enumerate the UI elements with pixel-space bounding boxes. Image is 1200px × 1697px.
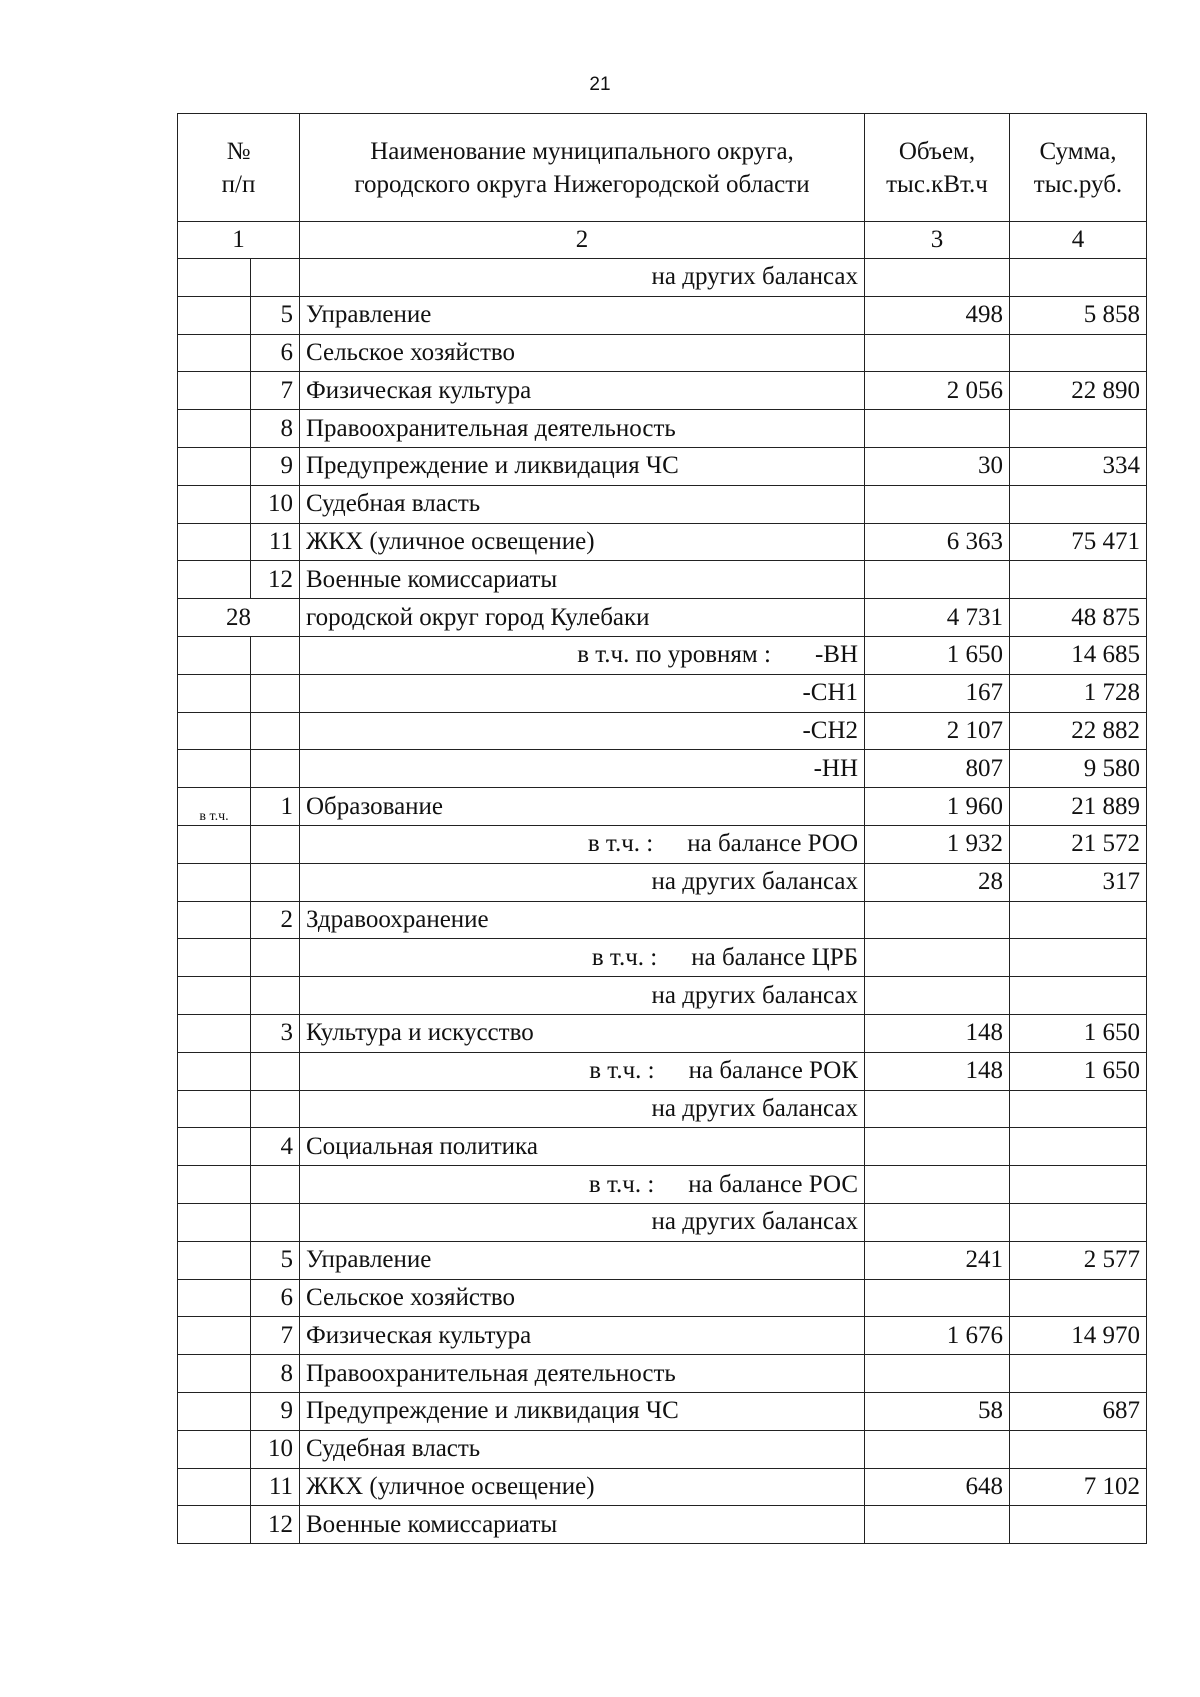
item-number: 12 — [251, 561, 300, 599]
header-sum-line2: тыс.руб. — [1033, 170, 1123, 198]
table-row — [178, 939, 1147, 977]
balance-label: на других балансах — [300, 1203, 865, 1241]
volume-value: 30 — [865, 447, 1010, 485]
including-prefix: в т.ч. : — [591, 943, 658, 971]
level-label: -СН1 — [300, 674, 865, 712]
item-number: 1 — [251, 788, 300, 826]
sum-value: 1 728 — [1010, 674, 1147, 712]
district-number: 28 — [178, 599, 300, 637]
volume-value: 167 — [865, 674, 1010, 712]
balance-label: на других балансах — [300, 863, 865, 901]
table-row — [178, 901, 1147, 939]
balance-label: на балансе РОО — [687, 830, 858, 858]
sum-value: 2 577 — [1010, 1241, 1147, 1279]
sum-value: 7 102 — [1010, 1468, 1147, 1506]
including-prefix: в т.ч. : — [588, 1170, 655, 1198]
column-number-4: 4 — [1010, 222, 1147, 259]
table-row — [178, 1014, 1147, 1052]
balance-label: на других балансах — [300, 259, 865, 297]
header-name-cell — [300, 114, 865, 222]
volume-value: 648 — [865, 1468, 1010, 1506]
item-name: Сельское хозяйство — [300, 334, 865, 372]
table-row — [178, 334, 1147, 372]
including-prefix: в т.ч. : — [589, 1057, 655, 1085]
volume-value: 1 932 — [865, 825, 1010, 863]
item-number: 3 — [251, 1014, 300, 1052]
sum-value: 334 — [1010, 447, 1147, 485]
header-volume-line2: тыс.кВт.ч — [886, 170, 988, 198]
table-row — [178, 296, 1147, 334]
sum-value: 317 — [1010, 863, 1147, 901]
item-number: 4 — [251, 1128, 300, 1166]
table-row — [178, 447, 1147, 485]
header-number-cell — [178, 114, 300, 222]
header-name-line1: Наименование муниципального округа, — [370, 137, 794, 165]
page-number: 21 — [589, 74, 611, 95]
item-name: Предупреждение и ликвидация ЧС — [300, 447, 865, 485]
volume-value: 2 107 — [865, 712, 1010, 750]
level-label: -СН2 — [300, 712, 865, 750]
item-name: Управление — [300, 296, 865, 334]
item-number: 11 — [251, 523, 300, 561]
item-name: Социальная политика — [300, 1128, 865, 1166]
table-row — [178, 788, 1147, 826]
table-row — [178, 1166, 1147, 1204]
item-name: ЖКХ (уличное освещение) — [300, 1468, 865, 1506]
table-row — [178, 259, 1147, 297]
sum-value: 9 580 — [1010, 750, 1147, 788]
balance-label: на других балансах — [300, 977, 865, 1015]
item-number: 9 — [251, 447, 300, 485]
balance-label: на балансе РОК — [688, 1057, 858, 1085]
table-row — [178, 712, 1147, 750]
item-number: 6 — [251, 1279, 300, 1317]
header-name-line2: городского округа Нижегородской области — [354, 170, 810, 198]
item-name: Правоохранительная деятельность — [300, 1355, 865, 1393]
table-row — [178, 1052, 1147, 1090]
sum-value: 21 889 — [1010, 788, 1147, 826]
level-label: -ВН — [814, 641, 858, 669]
item-name: Физическая культура — [300, 372, 865, 410]
item-number: 9 — [251, 1392, 300, 1430]
table-row — [178, 1355, 1147, 1393]
item-name: Военные комиссариаты — [300, 1506, 865, 1544]
item-name: ЖКХ (уличное освещение) — [300, 523, 865, 561]
item-number: 12 — [251, 1506, 300, 1544]
table-row — [178, 1468, 1147, 1506]
item-name: Образование — [300, 788, 865, 826]
item-number: 8 — [251, 410, 300, 448]
table-row — [178, 750, 1147, 788]
sum-value: 1 650 — [1010, 1052, 1147, 1090]
district-name: городской округ город Кулебаки — [300, 599, 865, 637]
volume-value: 498 — [865, 296, 1010, 334]
table-row — [178, 1128, 1147, 1166]
volume-value: 241 — [865, 1241, 1010, 1279]
balance-label: на других балансах — [300, 1090, 865, 1128]
item-name: Физическая культура — [300, 1317, 865, 1355]
including-prefix: в т.ч. : — [587, 830, 654, 858]
item-number: 7 — [251, 1317, 300, 1355]
including-tag: в т.ч. — [199, 808, 229, 824]
table-row — [178, 523, 1147, 561]
volume-value: 58 — [865, 1392, 1010, 1430]
header-volume-line1: Объем, — [898, 137, 976, 165]
balance-label: на балансе РОС — [688, 1170, 858, 1198]
column-number-1: 1 — [178, 222, 300, 259]
item-number: 6 — [251, 334, 300, 372]
sum-value: 22 882 — [1010, 712, 1147, 750]
item-name: Здравоохранение — [300, 901, 865, 939]
item-number: 11 — [251, 1468, 300, 1506]
volume-value: 2 056 — [865, 372, 1010, 410]
table-row — [178, 561, 1147, 599]
item-name: Культура и искусство — [300, 1014, 865, 1052]
table-header-row — [178, 114, 1147, 222]
item-name: Правоохранительная деятельность — [300, 410, 865, 448]
header-volume-cell — [865, 114, 1010, 222]
column-number-3: 3 — [865, 222, 1010, 259]
volume-value: 28 — [865, 863, 1010, 901]
volume-value: 6 363 — [865, 523, 1010, 561]
table-row — [178, 636, 1147, 674]
balance-label: на балансе ЦРБ — [691, 943, 858, 971]
sum-value: 14 685 — [1010, 636, 1147, 674]
table-row — [178, 372, 1147, 410]
level-label: -НН — [300, 750, 865, 788]
table-row — [178, 977, 1147, 1015]
table-row — [178, 825, 1147, 863]
table-row — [178, 863, 1147, 901]
sum-value: 22 890 — [1010, 372, 1147, 410]
table-row — [178, 674, 1147, 712]
sum-value: 1 650 — [1010, 1014, 1147, 1052]
sum-value: 14 970 — [1010, 1317, 1147, 1355]
volume-value: 4 731 — [865, 599, 1010, 637]
item-number: 10 — [251, 1430, 300, 1468]
levels-prefix: в т.ч. по уровням : — [577, 641, 771, 669]
table-row — [178, 410, 1147, 448]
item-name: Предупреждение и ликвидация ЧС — [300, 1392, 865, 1430]
sum-value: 687 — [1010, 1392, 1147, 1430]
table-row — [178, 1392, 1147, 1430]
table-row — [178, 1430, 1147, 1468]
sum-value: 75 471 — [1010, 523, 1147, 561]
item-number: 7 — [251, 372, 300, 410]
volume-value: 148 — [865, 1014, 1010, 1052]
header-sum-line1: Сумма, — [1039, 137, 1117, 165]
table-row — [178, 1279, 1147, 1317]
item-name: Сельское хозяйство — [300, 1279, 865, 1317]
item-number: 5 — [251, 1241, 300, 1279]
district-row — [178, 599, 1147, 637]
sum-value: 48 875 — [1010, 599, 1147, 637]
table-row — [178, 1241, 1147, 1279]
item-number: 2 — [251, 901, 300, 939]
volume-value: 1 676 — [865, 1317, 1010, 1355]
item-name: Судебная власть — [300, 1430, 865, 1468]
sum-value: 5 858 — [1010, 296, 1147, 334]
item-number: 10 — [251, 485, 300, 523]
volume-value: 1 960 — [865, 788, 1010, 826]
table-row — [178, 1203, 1147, 1241]
table-row — [178, 485, 1147, 523]
header-sum-cell — [1010, 114, 1147, 222]
item-name: Управление — [300, 1241, 865, 1279]
table-row — [178, 1317, 1147, 1355]
column-number-row — [178, 222, 1147, 259]
item-number: 5 — [251, 296, 300, 334]
volume-value: 148 — [865, 1052, 1010, 1090]
volume-value: 1 650 — [865, 636, 1010, 674]
header-number-line1: № — [226, 137, 251, 165]
column-number-2: 2 — [300, 222, 865, 259]
item-number: 8 — [251, 1355, 300, 1393]
header-number-line2: п/п — [221, 170, 256, 198]
item-name: Судебная власть — [300, 485, 865, 523]
table-row — [178, 1506, 1147, 1544]
energy-consumption-table — [177, 113, 1147, 1544]
table-row — [178, 1090, 1147, 1128]
volume-value: 807 — [865, 750, 1010, 788]
sum-value: 21 572 — [1010, 825, 1147, 863]
item-name: Военные комиссариаты — [300, 561, 865, 599]
